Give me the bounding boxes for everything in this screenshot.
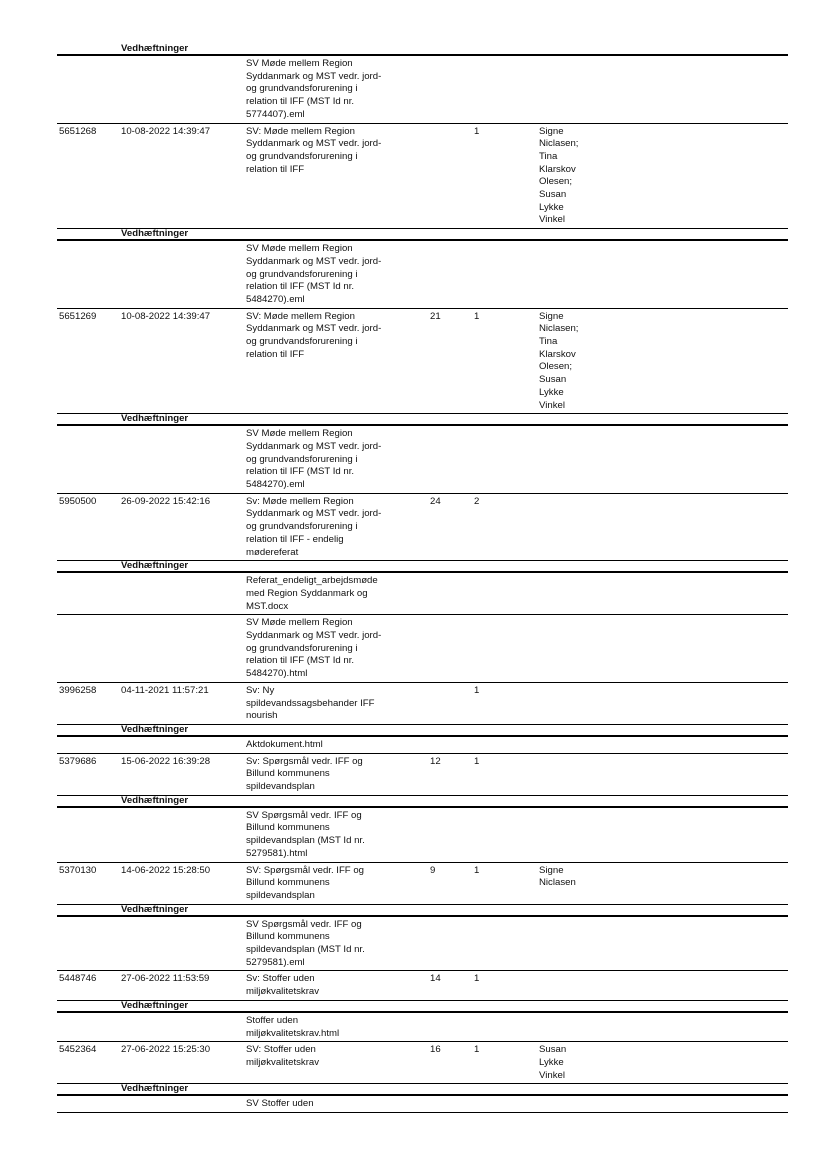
attachment-filename <box>246 810 365 861</box>
attachment-filename <box>246 428 381 492</box>
text-line: 1 <box>474 755 480 767</box>
text-line: relation til IFF (MST Id nr. <box>246 466 355 478</box>
text-line: 27-06-2022 15:25:30 <box>121 1044 211 1056</box>
text-line: spildevandsplan (MST Id nr. <box>246 944 365 955</box>
record-title <box>246 685 375 723</box>
text-line: miljøkvalitetskrav <box>246 1056 320 1068</box>
attachment-filename <box>246 739 323 752</box>
attachments-label: Vedhæftninger <box>121 413 189 425</box>
row-rule <box>57 970 788 971</box>
text-line: Niclasen; <box>539 138 579 150</box>
text-line: Signe <box>539 125 564 137</box>
text-line: Billund kommunens <box>246 931 330 943</box>
text-line: nourish <box>246 710 278 722</box>
text-line: og grundvandsforurening i <box>246 150 358 162</box>
text-line: spildevandssagsbehander IFF <box>246 697 375 709</box>
record-number <box>430 496 441 509</box>
record-recipients <box>539 126 578 228</box>
text-line: 5448746 <box>59 973 97 985</box>
text-line: relation til IFF (MST Id nr. <box>246 281 355 293</box>
attachment-filename <box>246 243 381 307</box>
record-date <box>121 685 209 698</box>
text-line: 1 <box>474 1044 480 1056</box>
record-date <box>121 1044 210 1057</box>
row-rule <box>57 493 788 494</box>
text-line: SV Stoffer uden <box>246 1098 314 1110</box>
text-line: og grundvandsforurening i <box>246 521 358 533</box>
text-line: MST.docx <box>246 600 289 612</box>
attachment-filename <box>246 575 378 613</box>
attachment-filename <box>246 1098 314 1111</box>
text-line: Sv: Spørgsmål vedr. IFF og <box>246 755 363 767</box>
row-rule <box>57 123 788 124</box>
text-line: SV: Møde mellem Region <box>246 310 355 322</box>
attachment-count <box>474 973 479 986</box>
record-id <box>59 496 96 509</box>
section-rule <box>57 571 788 573</box>
text-line: Syddanmark og MST vedr. jord- <box>246 630 382 641</box>
record-number <box>430 311 441 324</box>
text-line: 10-08-2022 14:39:47 <box>121 310 211 322</box>
text-line: SV Møde mellem Region <box>246 428 353 440</box>
text-line: Billund kommunens <box>246 877 330 889</box>
row-rule <box>57 682 788 683</box>
text-line: SV Møde mellem Region <box>246 58 353 69</box>
text-line: 14-06-2022 15:28:50 <box>121 864 211 876</box>
text-line: Syddanmark og MST vedr. jord- <box>246 323 382 335</box>
record-title <box>246 311 381 362</box>
text-line: mødereferat <box>246 546 299 558</box>
text-line: Klarskov <box>539 348 576 360</box>
text-line: Signe <box>539 310 564 322</box>
text-line: Vinkel <box>539 214 565 226</box>
section-rule <box>57 1094 788 1096</box>
text-line: Syddanmark og MST vedr. jord- <box>246 440 382 452</box>
text-line: spildevandsplan <box>246 889 315 901</box>
text-line: 5950500 <box>59 495 97 507</box>
text-line: 04-11-2021 11:57:21 <box>121 684 209 696</box>
attachments-label: Vedhæftninger <box>121 999 189 1011</box>
text-line: 5370130 <box>59 864 97 876</box>
record-number <box>430 973 441 986</box>
text-line: Susan <box>539 1044 567 1056</box>
record-date <box>121 973 209 986</box>
text-line: 5651268 <box>59 125 97 137</box>
text-line: Sv: Møde mellem Region <box>246 495 354 507</box>
text-line: 14 <box>430 973 441 985</box>
text-line: Sv: Ny <box>246 684 275 696</box>
record-title <box>246 865 364 903</box>
text-line: Tina <box>539 150 558 162</box>
text-line: 27-06-2022 11:53:59 <box>121 973 210 985</box>
attachment-count <box>474 311 479 324</box>
text-line: relation til IFF (MST Id nr. <box>246 96 355 108</box>
attachment-count <box>474 865 479 878</box>
record-title <box>246 973 319 998</box>
section-rule <box>57 1011 788 1013</box>
text-line: 12 <box>430 755 441 767</box>
text-line: relation til IFF (MST Id nr. <box>246 655 355 667</box>
text-line: 21 <box>430 310 441 322</box>
text-line: 24 <box>430 495 441 507</box>
text-line: og grundvandsforurening i <box>246 83 358 95</box>
text-line: SV Spørgsmål vedr. IFF og <box>246 918 362 930</box>
text-line: SV: Spørgsmål vedr. IFF og <box>246 864 365 876</box>
text-line: 5484270).html <box>246 668 308 680</box>
text-line: spildevandsplan (MST Id nr. <box>246 835 365 847</box>
text-line: 1 <box>474 973 480 985</box>
text-line: 5774407).eml <box>246 108 305 120</box>
row-rule <box>57 1041 788 1042</box>
attachment-count <box>474 1044 479 1057</box>
text-line: 5651269 <box>59 310 97 322</box>
text-line: Tina <box>539 336 558 347</box>
row-rule <box>57 614 788 615</box>
text-line: 10-08-2022 14:39:47 <box>121 125 211 137</box>
text-line: Syddanmark og MST vedr. jord- <box>246 138 382 150</box>
text-line: SV Spørgsmål vedr. IFF og <box>246 809 362 821</box>
attachments-label: Vedhæftninger <box>121 903 189 915</box>
text-line: Niclasen <box>539 877 576 889</box>
text-line: SV Møde mellem Region <box>246 617 353 629</box>
text-line: Signe <box>539 864 564 876</box>
text-line: 5379686 <box>59 755 97 767</box>
text-line: 5279581).html <box>246 847 308 859</box>
text-line: 2 <box>474 495 480 507</box>
row-rule <box>57 753 788 754</box>
text-line: Billund kommunens <box>246 822 330 834</box>
text-line: relation til IFF <box>246 163 305 175</box>
text-line: 1 <box>474 125 480 137</box>
text-line: og grundvandsforurening i <box>246 336 358 347</box>
section-rule <box>57 806 788 808</box>
text-line: Lykke <box>539 386 564 398</box>
text-line: 9 <box>430 864 436 876</box>
text-line: og grundvandsforurening i <box>246 453 358 465</box>
record-date <box>121 311 210 324</box>
text-line: Susan <box>539 189 567 201</box>
text-line: SV Møde mellem Region <box>246 243 353 255</box>
section-rule <box>57 735 788 737</box>
record-number <box>430 756 441 769</box>
text-line: miljøkvalitetskrav <box>246 986 320 998</box>
text-line: 5279581).eml <box>246 956 305 968</box>
text-line: Susan <box>539 374 567 386</box>
record-id <box>59 1044 96 1057</box>
section-rule <box>57 915 788 917</box>
text-line: 5484270).eml <box>246 293 305 305</box>
attachment-filename <box>246 58 381 122</box>
text-line: 15-06-2022 16:39:28 <box>121 755 211 767</box>
attachments-label: Vedhæftninger <box>121 560 189 572</box>
attachment-count <box>474 756 479 769</box>
record-date <box>121 756 210 769</box>
attachment-count <box>474 126 479 139</box>
text-line: SV: Møde mellem Region <box>246 125 355 137</box>
record-title <box>246 496 381 560</box>
text-line: spildevandsplan <box>246 781 315 792</box>
attachment-count <box>474 685 479 698</box>
text-line: Klarskov <box>539 163 576 175</box>
record-date <box>121 126 210 139</box>
text-line: Lykke <box>539 201 564 213</box>
record-date <box>121 865 210 878</box>
text-line: 1 <box>474 310 480 322</box>
text-line: miljøkvalitetskrav.html <box>246 1027 340 1039</box>
text-line: Aktdokument.html <box>246 738 323 750</box>
text-line: Sv: Stoffer uden <box>246 973 315 985</box>
text-line: Syddanmark og MST vedr. jord- <box>246 508 382 520</box>
text-line: Syddanmark og MST vedr. jord- <box>246 70 382 82</box>
text-line: relation til IFF <box>246 348 305 360</box>
text-line: 5484270).eml <box>246 479 305 490</box>
attachments-label: Vedhæftninger <box>121 228 189 240</box>
row-rule <box>57 1112 788 1113</box>
text-line: Vinkel <box>539 399 565 411</box>
text-line: Billund kommunens <box>246 768 330 780</box>
attachments-label: Vedhæftninger <box>121 794 189 806</box>
attachments-label: Vedhæftninger <box>121 1083 189 1095</box>
text-line: Niclasen; <box>539 323 579 335</box>
row-rule <box>57 308 788 309</box>
attachments-label: Vedhæftninger <box>121 723 189 735</box>
record-date <box>121 496 210 509</box>
record-recipients <box>539 865 576 890</box>
text-line: og grundvandsforurening i <box>246 642 358 654</box>
record-recipients <box>539 1044 566 1082</box>
text-line: 3996258 <box>59 684 97 696</box>
record-id <box>59 126 96 139</box>
text-line: Olesen; <box>539 361 573 373</box>
record-id <box>59 865 96 878</box>
record-title <box>246 1044 319 1069</box>
text-line: SV: Stoffer uden <box>246 1044 316 1056</box>
record-title <box>246 756 363 794</box>
text-line: og grundvandsforurening i <box>246 268 358 280</box>
record-id <box>59 685 96 698</box>
record-number <box>430 1044 441 1057</box>
text-line: 1 <box>474 864 480 876</box>
record-title <box>246 126 381 177</box>
text-line: Stoffer uden <box>246 1014 299 1026</box>
section-rule <box>57 239 788 241</box>
attachment-count <box>474 496 479 509</box>
attachment-filename <box>246 1015 339 1040</box>
attachments-label: Vedhæftninger <box>121 43 189 54</box>
text-line: med Region Syddanmark og <box>246 587 368 599</box>
attachment-filename <box>246 617 381 681</box>
section-rule <box>57 424 788 426</box>
text-line: Syddanmark og MST vedr. jord- <box>246 255 382 267</box>
record-recipients <box>539 311 578 413</box>
text-line: 1 <box>474 684 480 696</box>
text-line: 16 <box>430 1044 441 1056</box>
record-number <box>430 865 435 878</box>
row-rule <box>57 862 788 863</box>
attachment-filename <box>246 919 365 970</box>
text-line: 26-09-2022 15:42:16 <box>121 495 211 507</box>
record-id <box>59 756 96 769</box>
text-line: Lykke <box>539 1056 564 1068</box>
text-line: relation til IFF - endelig <box>246 533 344 545</box>
text-line: 5452364 <box>59 1044 97 1056</box>
text-line: Vinkel <box>539 1069 565 1081</box>
section-rule <box>57 54 788 56</box>
text-line: Olesen; <box>539 176 573 188</box>
text-line: Referat_endeligt_arbejdsmøde <box>246 575 378 587</box>
record-id <box>59 311 96 324</box>
record-id <box>59 973 96 986</box>
